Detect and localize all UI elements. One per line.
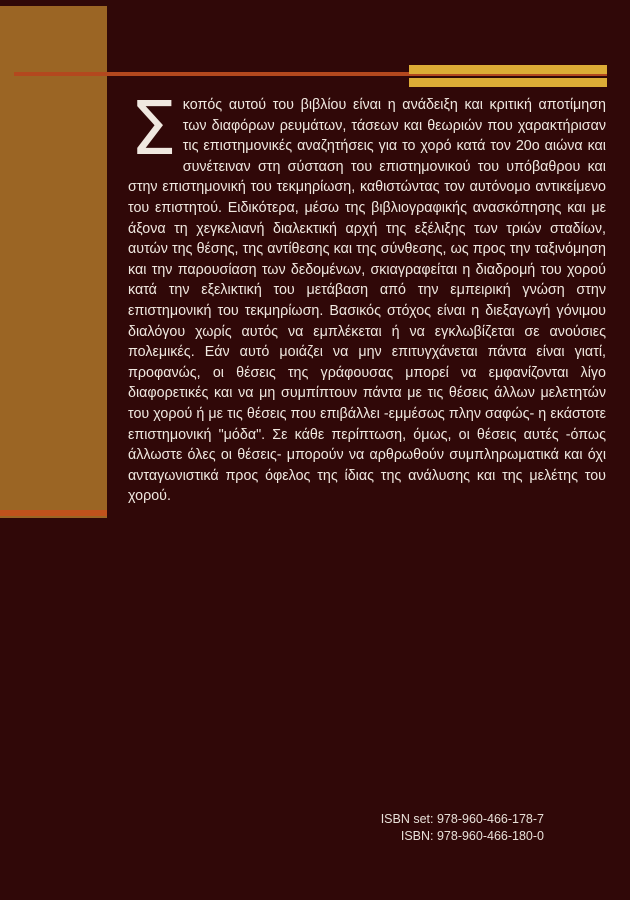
blurb-text: κοπός αυτού του βιβλίου είναι η ανάδειξη και κριτική αποτίμηση των διαφόρων ρευμάτων, τάσεων και θεωριών που χαρακτήρισαν τις επιστημονικές αναζητήσεις για το χορό κατά τον 20ο αιώνα και συνέτειναν στη σύσταση του επιστημονικού του υπόβαθρου και στην επιστημονική του τεκμηρίωση, καθιστώντας τον αυτόνομο αντικείμενο του επιστητού. Ειδικότερα, μέσω της βιβλιογραφικής ανασκόπησης και με άξονα τη χεγκελιανή διαλεκτική αρχή της εξέλιξης των τριών σταδίων, αυτών της θέσης, της αντίθεσης και της σύνθεσης, ως προς την ταξινόμηση και την παρουσίαση των δεδομένων, σκιαγραφείται η διαδρομή του χορού κατά την εξελικτική του μετάβαση από την εμπειρική γνώση στην επιστημονική του τεκμηρίωση. Βασικός στόχος είναι η διεξαγωγή γόνιμου διαλόγου χωρίς αυτός να εμπλέκεται ή να εγκλωβίζεται σε ανούσιες πολεμικές. Εάν αυτό μοιάζει να μην επιτυγχάνεται πάντα είναι γιατί, προφανώς, οι θέσεις της γράφουσας μπορεί να εμφανίζονται λίγο διαφορετικές και να μη συμπίπτουν πάντα με τις θέσεις άλλων μελετητών του χορού ή με τις θέσεις που επιβάλλει -εμμέσως πλην σαφώς- η εκάστοτε επιστημονική "μόδα". Σε κάθε περίπτωση, όμως, οι θέσεις αυτές -όπως άλλωστε όλες οι θέσεις- μπορούν να αρθρωθούν συμπληρωματικά και όχι ανταγωνιστικά προς όφελος της ίδιας της ανάλυσης και της μελέτης του χορού.	[128, 97, 606, 505]
side-color-panel	[0, 6, 107, 518]
decorative-rule-bottom	[0, 510, 107, 516]
isbn-block	[381, 811, 544, 845]
isbn-number: ISBN: 978-960-466-180-0	[400, 829, 544, 843]
drop-cap: Σ	[130, 86, 177, 172]
blurb-paragraph	[128, 86, 606, 507]
decorative-rule-gold-bottom	[409, 78, 607, 87]
decorative-rule-gold-top	[409, 65, 607, 74]
isbn-set: ISBN set: 978-960-466-178-7	[380, 812, 544, 826]
